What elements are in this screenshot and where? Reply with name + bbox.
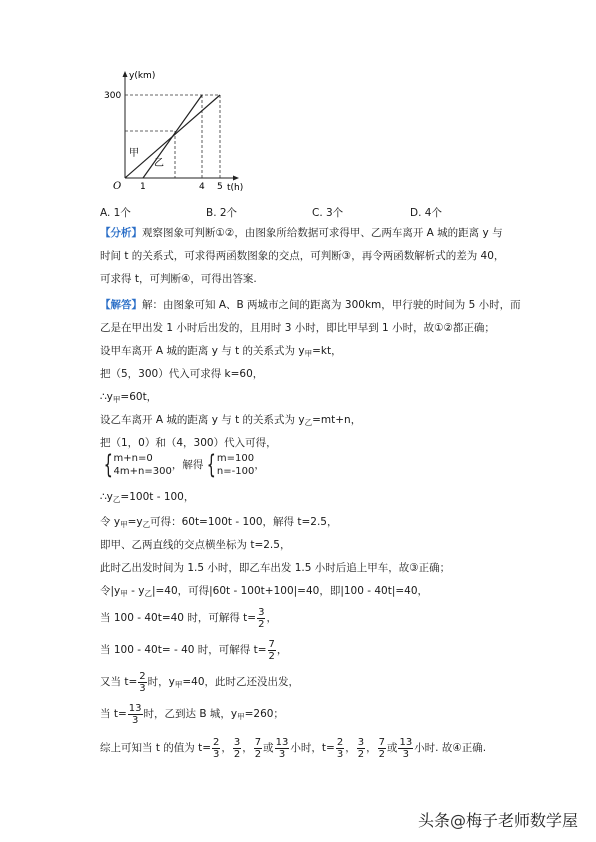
fraction: $\frac{2}{3}$ xyxy=(139,670,146,694)
solution-line-13: 令$|y_甲 - y_乙|=40$，可得|60t - 100t+100|=40，即|100 - 40t|=40， xyxy=(100,585,429,598)
solution-line-16: 又当 t= $\frac{2}{3}$ 时，$y_甲=40$，此时乙还没出发， xyxy=(100,670,300,694)
solution-line-11: 即甲、乙两直线的交点横坐标为 t=2.5， xyxy=(100,539,291,551)
analysis-line-3: 可求得 t，可判断④，可得出答案. xyxy=(100,273,257,285)
option-a: A. 1个 xyxy=(100,207,131,219)
x-tick-4: 4 xyxy=(199,182,205,192)
analysis-tag: 【分析】 xyxy=(100,227,142,239)
y-tick-300: 300 xyxy=(104,91,122,101)
option-c: C. 3个 xyxy=(312,207,344,219)
solution-line-4: 把（5，300）代入可求得 k=60， xyxy=(100,368,264,380)
equation-system: { m+n=0 4m+n=300 ，解得 { m=100 n=-100 ， xyxy=(103,450,265,480)
solution-line-3: 设甲车离开 A 城的距离 y 与 t 的关系式为 $y_甲=kt$， xyxy=(100,345,342,358)
analysis-line-2: 时间 t 的关系式，可求得两函数图象的交点，可判断③，再令两函数解析式的差为 40， xyxy=(100,250,505,262)
solution-conclusion: 综上可知当 t 的值为 t= $\frac{2}{3}$ ， $\frac{3}{2}$ ， $\frac{7}{2}$ 或 $\frac{13}{3}$ 小时，t= $\frac{2}{3}$ ， $\frac{3}{2}$ ， $\frac{7}{2}$ 或 $\frac{13}{3}$ 小时. 故④正确. xyxy=(100,736,487,760)
origin-label: O xyxy=(113,181,122,192)
solution-line-9: $\therefore y_乙=100t - 100$， xyxy=(100,491,195,504)
analysis-line-1: 【分析】观察图象可判断①②，由图象所给数据可求得甲、乙两车离开 A 城的距离 y 与 xyxy=(100,227,503,239)
solution-line-10: 令 $y_甲=y_乙$可得：60t=100t - 100，解得 t=2.5， xyxy=(100,516,338,529)
y-axis-label: y(km) xyxy=(129,71,156,81)
solution-line-2: 乙是在甲出发 1 小时后出发的，且用时 3 小时，即比甲早到 1 小时，故①②都正确； xyxy=(100,322,495,334)
watermark: 头条@梅子老师数学屋 xyxy=(417,811,578,830)
label-yi: 乙 xyxy=(154,158,164,169)
option-b: B. 2个 xyxy=(206,207,238,219)
fraction: $\frac{3}{2}$ xyxy=(258,606,265,630)
x-tick-1: 1 xyxy=(140,182,146,192)
solution-line-7: 把（1，0）和（4，300）代入可得， xyxy=(100,437,277,449)
solution-line-17: 当 t= $\frac{13}{3}$ 时，乙到达 B 城，$y_甲=260$； xyxy=(100,702,284,726)
fraction: $\frac{7}{2}$ xyxy=(268,638,275,662)
x-tick-5: 5 xyxy=(217,182,223,192)
distance-time-graph xyxy=(98,68,258,198)
solution-tag: 【解答】 xyxy=(100,299,142,311)
x-axis-label: t(h) xyxy=(227,183,244,193)
solution-line-5: $\therefore y_甲=60t$， xyxy=(100,391,158,404)
line-yi xyxy=(143,95,202,178)
solution-line-6: 设乙车离开 A 城的距离 y 与 t 的关系式为 $y_乙=mt+n$， xyxy=(100,414,362,427)
solution-line-14: 当 100 - 40t=40 时，可解得 t= $\frac{3}{2}$ ， xyxy=(100,606,277,630)
label-jia: 甲 xyxy=(129,148,139,159)
fraction: $\frac{13}{3}$ xyxy=(128,702,142,726)
x-axis-arrow xyxy=(233,176,239,181)
solution-line-15: 当 100 - 40t= - 40 时，可解得 t= $\frac{7}{2}$ ， xyxy=(100,638,288,662)
option-d: D. 4个 xyxy=(410,207,442,219)
solution-line-1: 【解答】解：由图象可知 A、B 两城市之间的距离为 300km，甲行驶的时间为 5 小时，而 xyxy=(100,299,521,311)
y-axis-arrow xyxy=(123,71,128,77)
solution-line-12: 此时乙出发时间为 1.5 小时，即乙车出发 1.5 小时后追上甲车，故③正确； xyxy=(100,562,451,574)
